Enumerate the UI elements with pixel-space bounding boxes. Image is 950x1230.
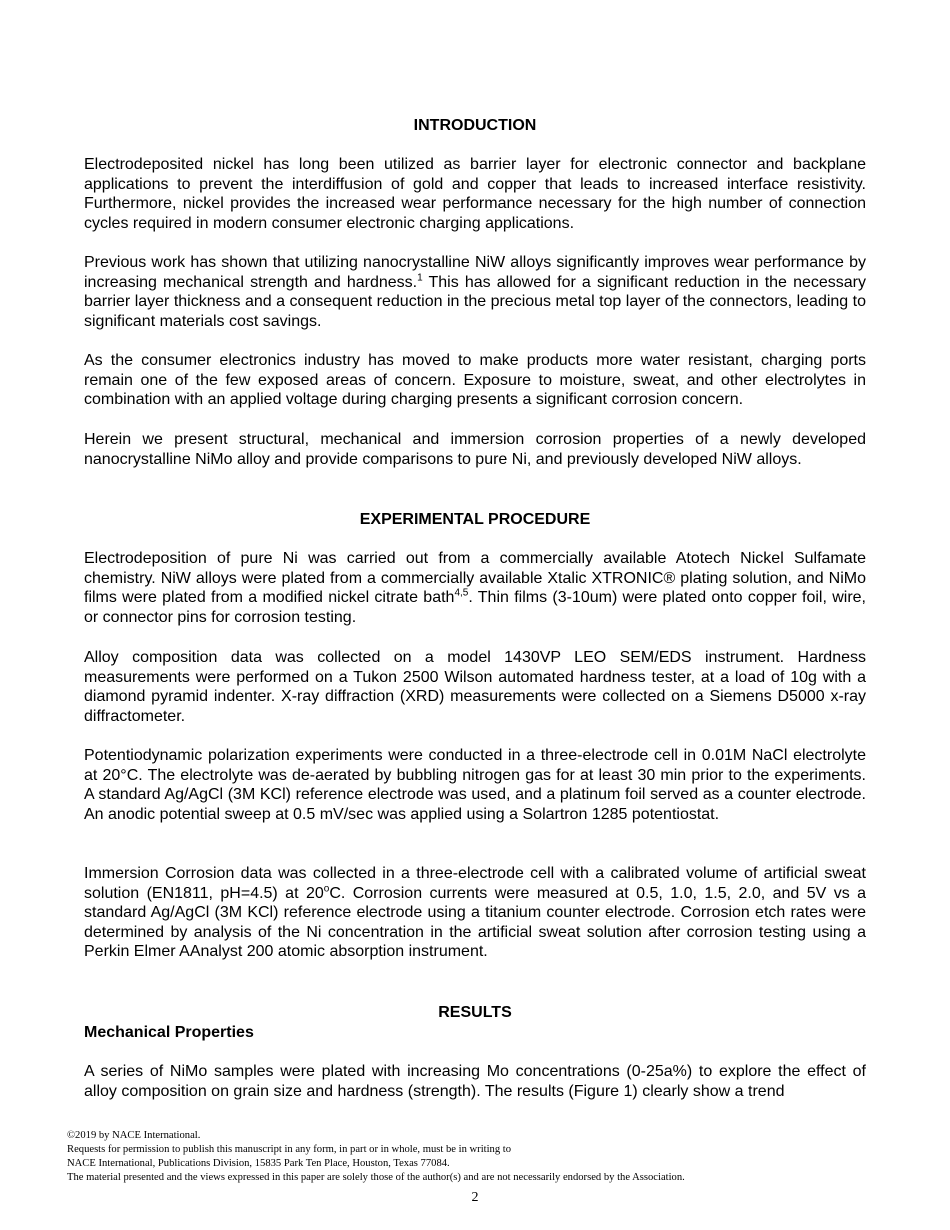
experimental-heading: EXPERIMENTAL PROCEDURE [359,511,591,528]
footer-address-line: NACE International, Publications Division, 15835 Park Ten Place, Houston, Texas 77084. [67,1158,450,1169]
experimental-paragraph-1-text-a: Electrodeposition of pure Ni was carried out from a commercially available Atotech Nickel Sulfamate chemistry. NiW alloys were plated from a commercially available Xtalic XTRONIC® plating solution, and NiMo films were plated from a modified nickel citrate bath [84,550,866,607]
introduction-heading: INTRODUCTION [413,117,537,134]
introduction-paragraph-3: As the consumer electronics industry has moved to make products more water resistant, charging ports remain one of the few exposed areas of concern. Exposure to moisture, sweat, and other electrolytes in combination with an applied voltage during charging presents a significant corrosion concern. [84,352,866,409]
page-number: 2 [471,1190,479,1205]
experimental-paragraph-3: Potentiodynamic polarization experiments were conducted in a three-electrode cell in 0.01M NaCl electrolyte at 20°C. The electrolyte was de-aerated by bubbling nitrogen gas for at least 30 min prior to the experiments. A standard Ag/AgCl (3M KCl) reference electrode was used, and a platinum foil served as a counter electrode. An anodic potential sweep at 0.5 mV/sec was applied using a Solartron 1285 potentiostat. [84,747,866,823]
mechanical-properties-subheading: Mechanical Properties [84,1024,254,1041]
footer-permission-line: Requests for permission to publish this manuscript in any form, in part or in whole, must be in writing to [67,1144,512,1155]
citation-ref-1: 1 [417,272,423,284]
copyright-footer [67,1129,867,1185]
experimental-paragraph-4 [84,864,866,962]
results-paragraph-1: A series of NiMo samples were plated with increasing Mo concentrations (0-25a%) to explore the effect of alloy composition on grain size and hardness (strength). The results (Figure 1) clearly show a trend [84,1063,866,1100]
experimental-paragraph-4-text-a: Immersion Corrosion data was collected in a three-electrode cell with a calibrated volume of artificial sweat solution (EN1811, pH=4.5) at 20 [84,865,866,902]
footer-disclaimer-line: The material presented and the views expressed in this paper are solely those of the author(s) and are not necessarily endorsed by the Association. [67,1172,685,1183]
experimental-paragraph-2: Alloy composition data was collected on a model 1430VP LEO SEM/EDS instrument. Hardness measurements were performed on a Tukon 2500 Wilson automated hardness tester, at a load of 10g with a diamond pyramid indenter. X-ray diffraction (XRD) measurements were collected on a Siemens D5000 x-ray diffractometer. [84,649,866,725]
experimental-paragraph-1-text-b: . Thin films (3-10um) were plated onto copper foil, wire, or connector pins for corrosion testing. [84,589,866,626]
introduction-paragraph-1: Electrodeposited nickel has long been utilized as barrier layer for electronic connector and backplane applications to prevent the interdiffusion of gold and copper that leads to increased interface resistivity. Furthermore, nickel provides the increased wear performance necessary for the high number of connection cycles required in modern consumer electronic charging applications. [84,156,866,232]
introduction-paragraph-2-text-b: This has allowed for a significant reduction in the necessary barrier layer thickness and a consequent reduction in the precious metal top layer of the connectors, leading to significant materials cost savings. [84,273,866,330]
introduction-paragraph-4: Herein we present structural, mechanical and immersion corrosion properties of a newly developed nanocrystalline NiMo alloy and provide comparisons to pure Ni, and previously developed NiW alloys. [84,431,866,468]
degree-superscript: o [323,883,330,895]
introduction-paragraph-2 [84,253,866,331]
footer-copyright-line: ©2019 by NACE International. [67,1130,201,1141]
experimental-paragraph-1 [84,549,866,627]
introduction-paragraph-2-text-a: Previous work has shown that utilizing nanocrystalline NiW alloys significantly improves wear performance by increasing mechanical strength and hardness. [84,254,866,291]
experimental-paragraph-4-text-b: C. Corrosion currents were measured at 0.5, 1.0, 1.5, 2.0, and 5V vs a standard Ag/AgCl (3M KCl) reference electrode using a titanium counter electrode. Corrosion etch rates were determined by analysis of the Ni concentration in the artificial sweat solution after corrosion testing using a Perkin Elmer AAnalyst 200 atomic absorption instrument. [84,884,867,961]
citation-ref-4-5: 4,5 [454,587,469,599]
results-heading: RESULTS [438,1004,512,1021]
